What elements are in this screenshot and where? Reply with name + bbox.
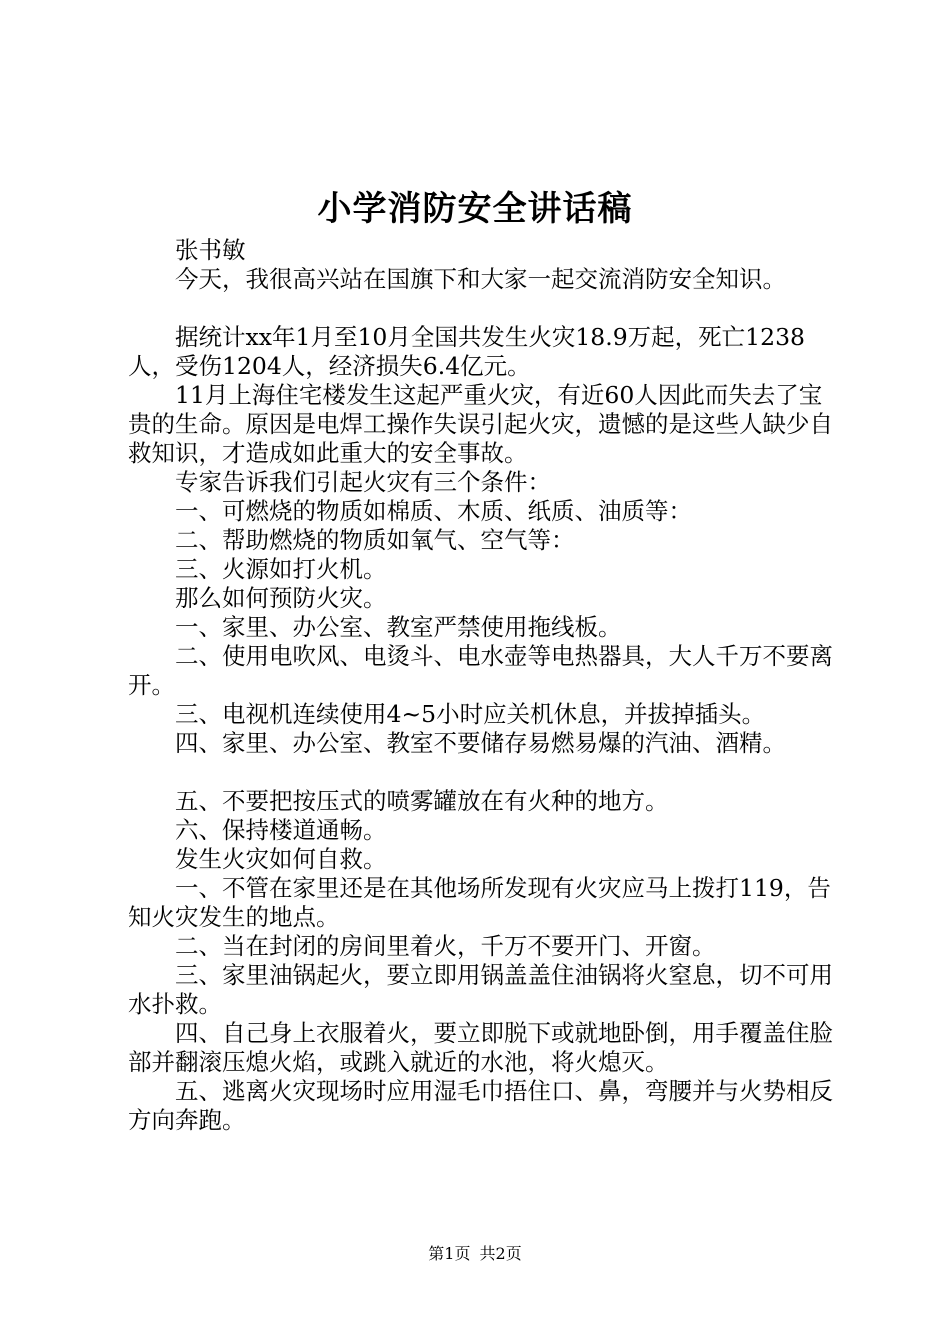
paragraph: 六、保持楼道通畅。 [175,816,387,844]
page-footer [0,1242,950,1266]
paragraph: 二、帮助燃烧的物质如氧气、空气等： [175,526,575,554]
paragraph: 一、不管在家里还是在其他场所发现有火灾应马上拨打119，告知火灾发生的地点。 [128,874,831,931]
document-body [128,236,840,1135]
paragraph: 11月上海住宅楼发生这起严重火灾，有近60人因此而失去了宝贵的生命。原因是电焊工操作失误引起火灾，遗憾的是这些人缺少自救知识，才造成如此重大的安全事故。 [128,381,833,467]
page-total: 共2页 [479,1244,522,1263]
paragraph: 四、自己身上衣服着火，要立即脱下或就地卧倒，用手覆盖住脸部并翻滚压熄火焰，或跳入就近的水池，将火熄灭。 [128,1019,833,1076]
paragraph: 那么如何预防火灾。 [175,584,387,612]
author-line: 张书敏 [175,236,246,264]
paragraph: 四、家里、办公室、教室不要储存易燃易爆的汽油、酒精。 [175,729,786,757]
paragraph: 二、使用电吹风、电烫斗、电水壶等电热器具，大人千万不要离开。 [128,642,833,699]
paragraph: 三、火源如打火机。 [175,555,387,583]
paragraph: 五、不要把按压式的喷雾罐放在有火种的地方。 [175,787,669,815]
paragraph: 五、逃离火灾现场时应用湿毛巾捂住口、鼻，弯腰并与火势相反方向奔跑。 [128,1077,833,1134]
paragraph: 据统计xx年1月至10月全国共发生火灾18.9万起，死亡1238人，受伤1204人，经济损失6.4亿元。 [128,323,805,380]
paragraph: 三、家里油锅起火，要立即用锅盖盖住油锅将火窒息，切不可用水扑救。 [128,961,833,1018]
paragraph: 一、家里、办公室、教室严禁使用拖线板。 [175,613,622,641]
paragraph: 二、当在封闭的房间里着火，千万不要开门、开窗。 [175,932,716,960]
paragraph: 发生火灾如何自救。 [175,845,387,873]
paragraph: 三、电视机连续使用4~5小时应关机休息，并拔掉插头。 [175,700,766,728]
paragraph: 一、可燃烧的物质如棉质、木质、纸质、油质等： [175,497,692,525]
paragraph: 今天，我很高兴站在国旗下和大家一起交流消防安全知识。 [175,265,786,293]
paragraph: 专家告诉我们引起火灾有三个条件： [175,468,551,496]
page-number: 第1页 [428,1244,471,1263]
document-title: 小学消防安全讲话稿 [317,189,633,229]
